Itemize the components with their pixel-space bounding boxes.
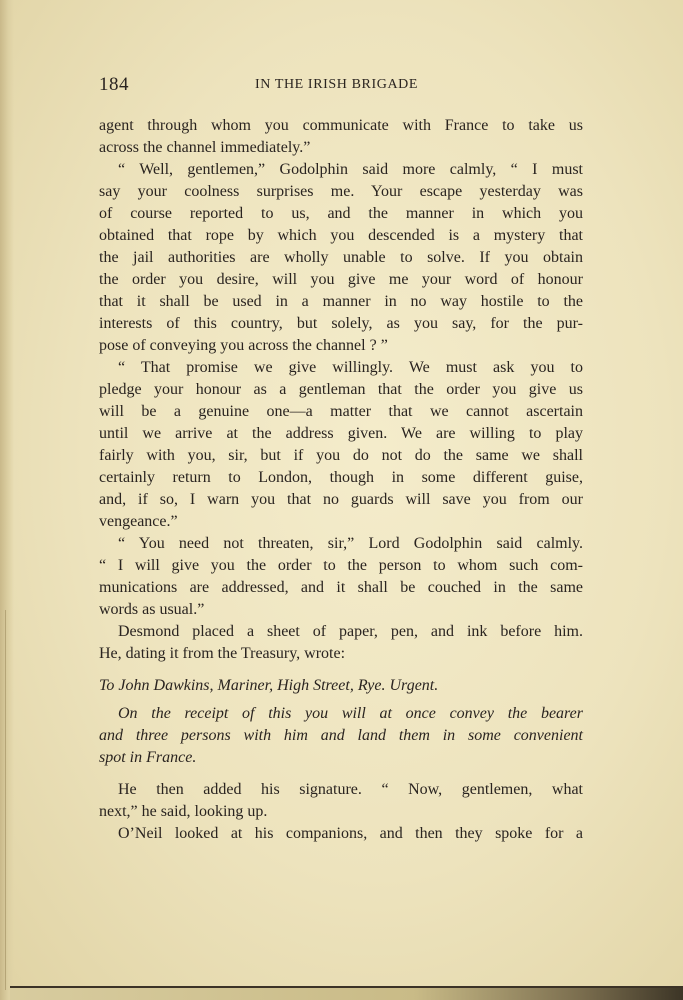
text-line: and, if so, I warn you that no guards will save you from our xyxy=(99,491,583,508)
text-line: munications are addressed, and it shall be couched in the same xyxy=(99,579,583,596)
page-gutter-line xyxy=(5,610,6,990)
text-line: next,” he said, looking up. xyxy=(99,803,268,820)
text-line: say your coolness surprises me. Your escape yesterday was xyxy=(99,183,583,200)
text-line: that it shall be used in a manner in no way hostile to the xyxy=(99,293,583,310)
text-line: agent through whom you communicate with France to take us xyxy=(99,117,583,134)
letter-text-line: spot in France. xyxy=(99,749,197,766)
running-head xyxy=(99,74,583,98)
text-line: the order you desire, will you give me your word of honour xyxy=(99,271,583,288)
text-line: vengeance.” xyxy=(99,513,178,530)
text-line: pose of conveying you across the channel ? ” xyxy=(99,337,388,354)
text-line: O’Neil looked at his companions, and then they spoke for a xyxy=(118,825,583,842)
page-number: 184 xyxy=(99,74,129,95)
page-bottom-shadow xyxy=(10,988,683,1000)
text-line: fairly with you, sir, but if you do not do the same we shall xyxy=(99,447,583,464)
page-left-edge-shading xyxy=(0,0,14,1000)
body-text xyxy=(99,115,583,845)
text-line: He, dating it from the Treasury, wrote: xyxy=(99,645,346,662)
text-line: “ You need not threaten, sir,” Lord Godolphin said calmly. xyxy=(118,535,583,552)
text-line: pledge your honour as a gentleman that the order you give us xyxy=(99,381,583,398)
text-line: will be a genuine one—a matter that we cannot ascertain xyxy=(99,403,583,420)
text-line: interests of this country, but solely, as you say, for the pur- xyxy=(99,315,583,332)
text-line: obtained that rope by which you descended is a mystery that xyxy=(99,227,583,244)
text-line: words as usual.” xyxy=(99,601,205,618)
text-line: “ That promise we give willingly. We must ask you to xyxy=(118,359,583,376)
text-line: “ I will give you the order to the person to whom such com- xyxy=(99,557,583,574)
text-line: “ Well, gentlemen,” Godolphin said more calmly, “ I must xyxy=(118,161,583,178)
text-line: He then added his signature. “ Now, gentlemen, what xyxy=(118,781,583,798)
letter-text-line: and three persons with him and land them in some convenient xyxy=(99,727,583,744)
letter-text-line: On the receipt of this you will at once convey the bearer xyxy=(118,705,583,722)
running-title: IN THE IRISH BRIGADE xyxy=(255,77,419,92)
text-line: the jail authorities are wholly unable to solve. If you obtain xyxy=(99,249,583,266)
letter-address-line: To John Dawkins, Mariner, High Street, Rye. Urgent. xyxy=(99,677,439,694)
text-line: across the channel immediately.” xyxy=(99,139,311,156)
text-line: Desmond placed a sheet of paper, pen, and ink before him. xyxy=(118,623,583,640)
text-line: of course reported to us, and the manner in which you xyxy=(99,205,583,222)
text-line: certainly return to London, though in some different guise, xyxy=(99,469,583,486)
text-line: until we arrive at the address given. We are willing to play xyxy=(99,425,583,442)
